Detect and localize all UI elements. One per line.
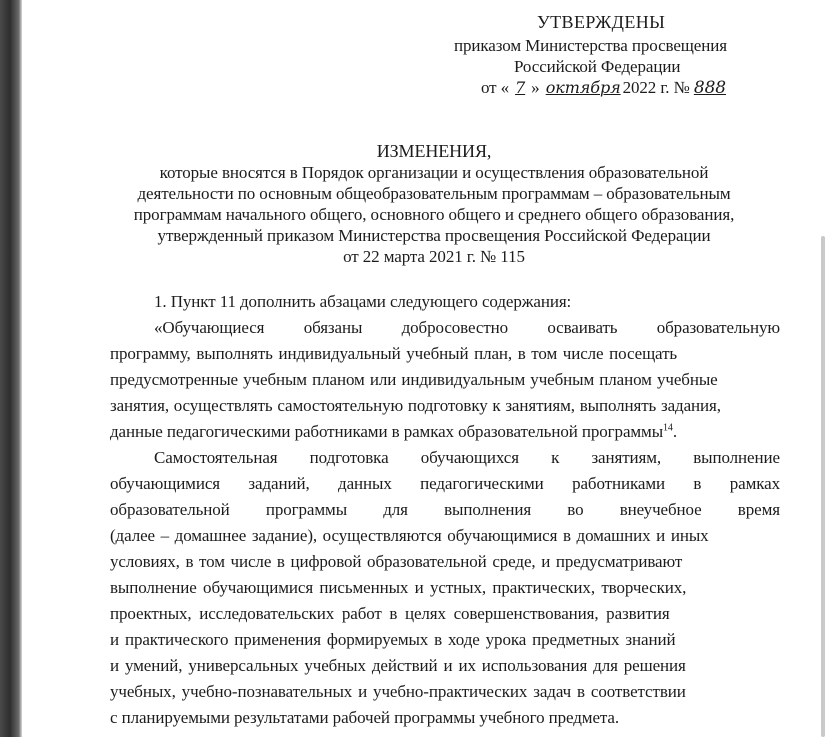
paragraph-1-line: занятия, осуществлять самостоятельную подготовку к занятиям, выполнять задания, [110,396,721,415]
paragraph-2-line: выполнение обучающимися письменных и устных, практических, творческих, [110,578,687,597]
heading-line: деятельности по основным общеобразовательным программам – образовательным [137,184,731,203]
paragraph-1-line: предусмотренные учебным планом или индивидуальным учебным планом учебные [110,370,718,389]
document-page [22,0,828,737]
scan-left-edge-shadow [0,0,22,737]
date-mid: » [531,78,540,97]
heading-line: утвержденный приказом Министерства просвещения Российской Федерации [157,226,711,245]
approval-line-federation: Российской Федерации [514,57,681,76]
date-year: 2022 г. № [622,78,690,97]
approval-date-line [481,77,726,99]
paragraph-1-line: «Обучающиеся обязаны добросовестно осваивать образовательную [154,318,780,337]
item-1-text: 1. Пункт 11 дополнить абзацами следующего содержания: [154,292,572,311]
paragraph-2-line: и умений, универсальных учебных действий и их использования для решения [110,656,686,675]
date-month-handwritten: октября [545,78,621,97]
paragraph-2-last-line: с планируемыми результатами рабочей программы учебного предмета. [110,708,620,727]
heading-line: которые вносятся в Порядок организации и осуществления образовательной [159,163,709,182]
paragraph-2-line: условиях, в том числе в цифровой образовательной среде, и предусматривают [110,552,683,571]
paragraph-2-line: Самостоятельная подготовка обучающихся к занятиям, выполнение [154,448,780,467]
paragraph-2-line: учебных, учебно-познавательных и учебно-практических задач в соответствии [110,682,686,701]
heading-line: программам начального общего, основного общего и среднего общего образования, [133,205,735,224]
date-day-handwritten: 7 [515,78,526,97]
heading-line: от 22 марта 2021 г. № 115 [343,247,525,266]
paragraph-2-line: образовательной программы для выполнения во внеучебное время [110,500,780,519]
paragraph-2-line: проектных, исследовательских работ в целях совершенствования, развития [110,604,670,623]
order-number-handwritten: 888 [693,78,727,98]
paragraph-1-last-line: данные педагогическими работниками в рамках образовательной программы$^{14}$. [110,422,677,441]
approval-line-ministry: приказом Министерства просвещения [454,36,727,55]
paragraph-1-line: программу, выполнять индивидуальный учебный план, в том числе посещать [110,344,678,363]
heading-title: ИЗМЕНЕНИЯ, [376,141,492,161]
paragraph-2-line: (далее – домашнее задание), осуществляются обучающимися в домашних и иных [110,526,709,545]
paragraph-2-line: и практического применения формируемых в ходе урока предметных знаний [110,630,676,649]
date-prefix: от « [481,78,510,97]
approval-title: УТВЕРЖДЕНЫ [537,12,666,32]
paragraph-2-line: обучающимися заданий, данных педагогическими работниками в рамках [110,474,780,493]
footnote-marker[interactable]: 14 [663,422,673,434]
